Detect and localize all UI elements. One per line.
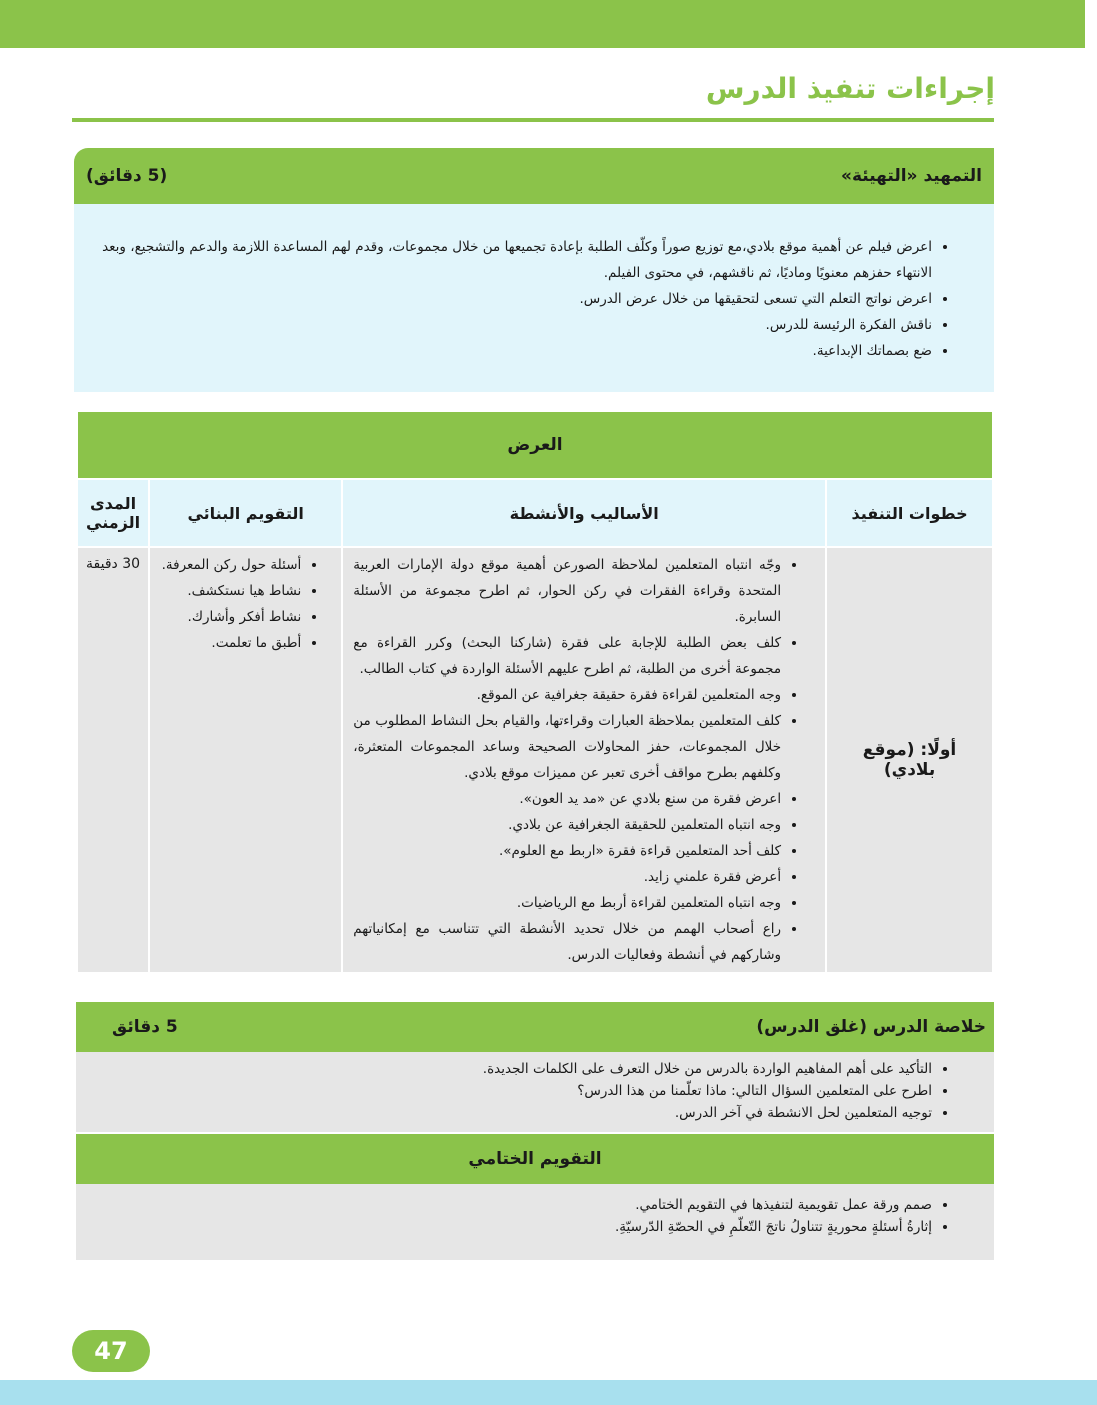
header-evaluation: التقويم البنائي bbox=[149, 479, 342, 547]
summary-header bbox=[76, 1002, 994, 1052]
list-item: • توجيه المتعلمين لحل الانشطة في آخر الدرس. bbox=[76, 1102, 932, 1124]
step-cell: أولًا: (موقع بلادي) bbox=[826, 547, 993, 973]
list-item: • كلف بعض الطلبة للإجابة على فقرة (شاركنا البحث) وكرر القراءة مع مجموعة أخرى من الطلبة، ثم اطرح عليهم الأسئلة الواردة في كتاب الطالب. bbox=[353, 630, 781, 682]
evaluation-list bbox=[158, 552, 323, 656]
activities-cell bbox=[342, 547, 826, 973]
presentation-table-wrapper bbox=[76, 410, 994, 974]
header-activities: الأساليب والأنشطة bbox=[342, 479, 826, 547]
list-item: • أطبق ما تعلمت. bbox=[158, 630, 301, 656]
list-item: • راع أصحاب الهمم من خلال تحديد الأنشطة التي تتناسب مع إمكانياتهم وشاركهم في أنشطة وفعاليات الدرس. bbox=[353, 916, 781, 968]
presentation-title: العرض bbox=[77, 411, 993, 479]
final-evaluation-list bbox=[76, 1194, 954, 1238]
list-item: • وجّه انتباه المتعلمين لملاحظة الصورعن أهمية موقع دولة الإمارات العربية المتحدة وقراءة الفقرات في ركن الحوار، ثم اطرح مجموعة من الأسئلة السابرة. bbox=[353, 552, 781, 630]
presentation-table bbox=[76, 410, 994, 974]
top-green-band bbox=[0, 0, 1097, 48]
page-edge bbox=[1085, 0, 1097, 1405]
page-title: إجراءات تنفيذ الدرس bbox=[705, 72, 995, 105]
final-evaluation-content bbox=[76, 1184, 994, 1260]
list-item: • اعرض نواتج التعلم التي تسعى لتحقيقها من خلال عرض الدرس. bbox=[88, 286, 932, 312]
final-evaluation-title: التقويم الختامي bbox=[468, 1149, 602, 1169]
list-item: • ناقش الفكرة الرئيسة للدرس. bbox=[88, 312, 932, 338]
intro-header bbox=[74, 148, 994, 204]
final-evaluation-header bbox=[76, 1134, 994, 1184]
list-item: • التأكيد على أهم المفاهيم الواردة بالدرس من خلال التعرف على الكلمات الجديدة. bbox=[76, 1058, 932, 1080]
activities-list bbox=[353, 552, 803, 968]
intro-content bbox=[74, 204, 994, 392]
list-item: • وجه انتباه المتعلمين لقراءة أربط مع الرياضيات. bbox=[353, 890, 781, 916]
list-item: • اطرح على المتعلمين السؤال التالي: ماذا تعلّمنا من هذا الدرس؟ bbox=[76, 1080, 932, 1102]
list-item: • اعرض فيلم عن أهمية موقع بلادي،مع توزيع صوراً وكلّف الطلبة بإعادة تجميعها من خلال مجموعات، وقدم لهم المساعدة اللازمة والدعم والتشجيع، وبعد الانتهاء حفزهم معنويًا وماديًا، ثم ناقشهم، في محتوى الفيلم. bbox=[88, 234, 932, 286]
header-duration: المدى الزمني bbox=[77, 479, 149, 547]
intro-duration: (5 دقائق) bbox=[86, 166, 168, 186]
list-item: • وجه المتعلمين لقراءة فقرة حقيقة جغرافية عن الموقع. bbox=[353, 682, 781, 708]
intro-list bbox=[88, 234, 954, 364]
list-item: • أعرض فقرة علمني زايد. bbox=[353, 864, 781, 890]
list-item: • نشاط أفكر وأشارك. bbox=[158, 604, 301, 630]
list-item: • اعرض فقرة من سنع بلادي عن «مد يد العون». bbox=[353, 786, 781, 812]
list-item: • ضع بصماتك الإبداعية. bbox=[88, 338, 932, 364]
summary-title: خلاصة الدرس (غلق الدرس) bbox=[756, 1017, 986, 1037]
list-item: • صمم ورقة عمل تقويمية لتنفيذها في التقويم الختامي. bbox=[76, 1194, 932, 1216]
list-item: • كلف المتعلمين بملاحظة العبارات وقراءتها، والقيام بحل النشاط المطلوب من خلال المجموعات، حفز المحاولات الصحيحة وساعد المجموعات المتعثرة، وكلفهم بطرح مواقف أخرى تعبر عن مميزات موقع بلادي. bbox=[353, 708, 781, 786]
intro-title: التمهيد «التهيئة» bbox=[841, 166, 982, 186]
list-item: • أسئلة حول ركن المعرفة. bbox=[158, 552, 301, 578]
summary-duration: 5 دقائق bbox=[112, 1017, 178, 1037]
duration-cell: 30 دقيقة bbox=[77, 547, 149, 973]
evaluation-cell bbox=[149, 547, 342, 973]
header-steps: خطوات التنفيذ bbox=[826, 479, 993, 547]
page-number: 47 bbox=[72, 1330, 150, 1372]
summary-list bbox=[76, 1058, 954, 1124]
title-divider bbox=[72, 118, 994, 122]
list-item: • كلف أحد المتعلمين قراءة فقرة «اربط مع العلوم». bbox=[353, 838, 781, 864]
summary-content bbox=[76, 1052, 994, 1132]
list-item: • إثارةُ أسئلةٍ محوريةٍ تتناولُ ناتجَ التّعلّمِ في الحصّةِ الدّرسيّةِ. bbox=[76, 1216, 932, 1238]
bottom-blue-band bbox=[0, 1380, 1097, 1405]
list-item: • نشاط هيا نستكشف. bbox=[158, 578, 301, 604]
list-item: • وجه انتباه المتعلمين للحقيقة الجغرافية عن بلادي. bbox=[353, 812, 781, 838]
